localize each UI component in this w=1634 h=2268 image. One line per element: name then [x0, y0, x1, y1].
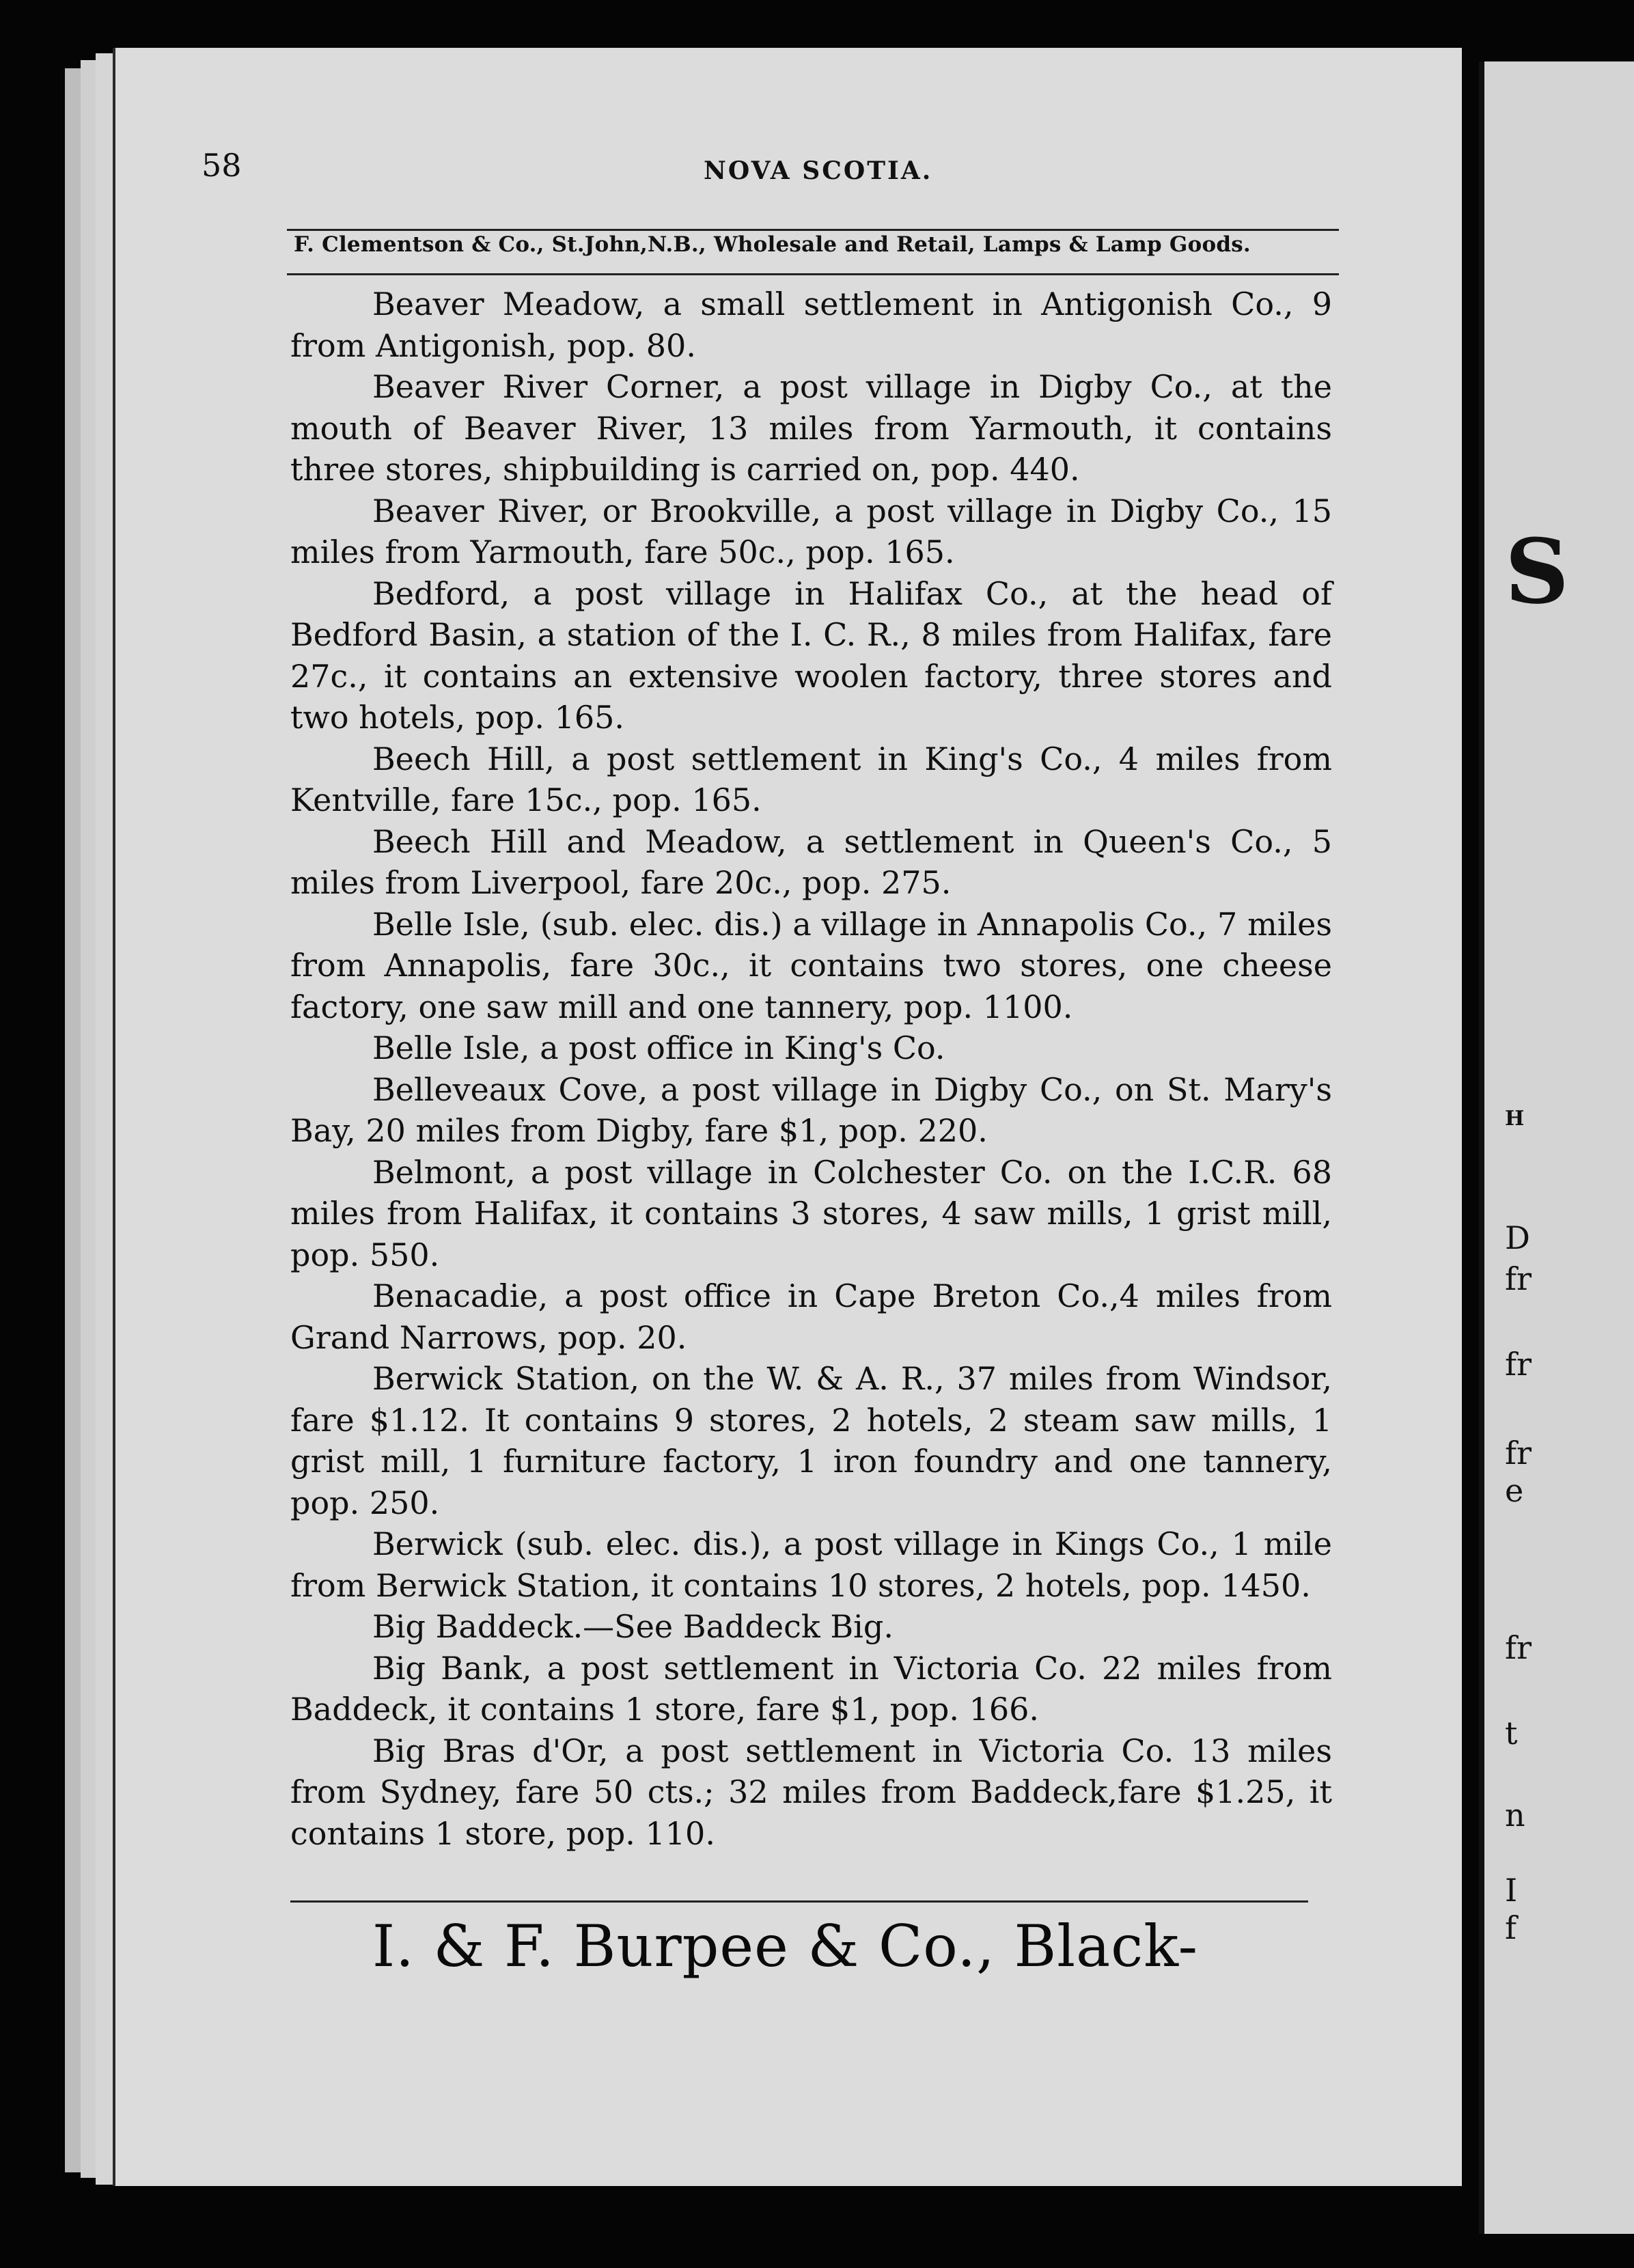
- facing-page-letter: e: [1505, 1472, 1524, 1509]
- gazetteer-entry: Big Bank, a post settlement in Victoria Co. 22 miles from Baddeck, it contains 1 store, fare $1, pop. 166.: [290, 1649, 1332, 1728]
- facing-page-letter: S: [1505, 519, 1569, 624]
- header-advertisement: F. Clementson & Co., St.John,N.B., Wholesale and Retail, Lamps & Lamp Goods.: [294, 232, 1251, 257]
- running-title: NOVA SCOTIA.: [704, 156, 933, 185]
- header-rule: [287, 273, 1339, 275]
- page-header: [202, 147, 1349, 195]
- facing-page-fragment: [1479, 61, 1634, 2234]
- gazetteer-entry: Belleveaux Cove, a post village in Digby Co., on St. Mary's Bay, 20 miles from Digby, fare $1, pop. 220.: [290, 1070, 1332, 1149]
- footer-rule: [290, 1900, 1308, 1903]
- gazetteer-entry: Bedford, a post village in Halifax Co., at the head of Bedford Basin, a station of the I. C. R., 8 miles from Halifax, fare 27c., it contains an extensive woolen factory, three stores and two hotels, pop. 165.: [290, 575, 1332, 736]
- facing-page-letter: t: [1505, 1715, 1518, 1752]
- gazetteer-entry: Berwick (sub. elec. dis.), a post village in Kings Co., 1 mile from Berwick Station, it contains 10 stores, 2 hotels, pop. 1450.: [290, 1525, 1332, 1604]
- facing-page-letter: H: [1505, 1107, 1525, 1131]
- gazetteer-entries: [290, 284, 1332, 1854]
- gazetteer-entry: Berwick Station, on the W. & A. R., 37 miles from Windsor, fare $1.12. It contains 9 stores, 2 hotels, 2 steam saw mills, 1 grist mill, 1 furniture factory, 1 iron foundry and one tannery, pop. 250.: [290, 1360, 1332, 1521]
- gazetteer-entry: Belle Isle, a post office in King's Co.: [372, 1029, 945, 1066]
- header-rule: [287, 229, 1339, 231]
- facing-page-letter: D: [1505, 1219, 1530, 1256]
- facing-page-letter: fr: [1505, 1435, 1532, 1471]
- gazetteer-entry: Belmont, a post village in Colchester Co. on the I.C.R. 68 miles from Halifax, it contains 3 stores, 4 saw mills, 1 grist mill, pop. 550.: [290, 1153, 1332, 1273]
- facing-page-letter: n: [1505, 1797, 1525, 1834]
- gazetteer-entry: Beaver River, or Brookville, a post village in Digby Co., 15 miles from Yarmouth, fare 50c., pop. 165.: [290, 492, 1332, 570]
- gazetteer-entry: Big Baddeck.—See Baddeck Big.: [372, 1608, 894, 1645]
- gazetteer-entry: Beaver Meadow, a small settlement in Antigonish Co., 9 from Antigonish, pop. 80.: [290, 286, 1332, 364]
- facing-page-letter: fr: [1505, 1346, 1532, 1383]
- facing-page-letter: fr: [1505, 1260, 1532, 1297]
- gazetteer-entry: Benacadie, a post office in Cape Breton Co.,4 miles from Grand Narrows, pop. 20.: [290, 1277, 1332, 1356]
- footer-advertisement: I. & F. Burpee & Co., Black-: [372, 1913, 1199, 1980]
- gazetteer-entry: Beaver River Corner, a post village in Digby Co., at the mouth of Beaver River, 13 miles from Yarmouth, it contains three stores, shipbuilding is carried on, pop. 440.: [290, 368, 1332, 488]
- page-number: 58: [202, 147, 242, 184]
- gazetteer-entry: Belle Isle, (sub. elec. dis.) a village in Annapolis Co., 7 miles from Annapolis, fare 30c., it contains two stores, one cheese factory, one saw mill and one tannery, pop. 1100.: [290, 905, 1332, 1025]
- facing-page-letter: fr: [1505, 1629, 1532, 1666]
- gazetteer-entry: Beech Hill and Meadow, a settlement in Queen's Co., 5 miles from Liverpool, fare 20c., pop. 275.: [290, 822, 1332, 901]
- facing-page-letter: f: [1505, 1909, 1517, 1946]
- gazetteer-entry: Beech Hill, a post settlement in King's Co., 4 miles from Kentville, fare 15c., pop. 165.: [290, 740, 1332, 818]
- facing-page-letter: I: [1505, 1872, 1518, 1909]
- gazetteer-entry: Big Bras d'Or, a post settlement in Victoria Co. 13 miles from Sydney, fare 50 cts.; 32 miles from Baddeck,fare $1.25, it contains 1 store, pop. 110.: [290, 1732, 1332, 1852]
